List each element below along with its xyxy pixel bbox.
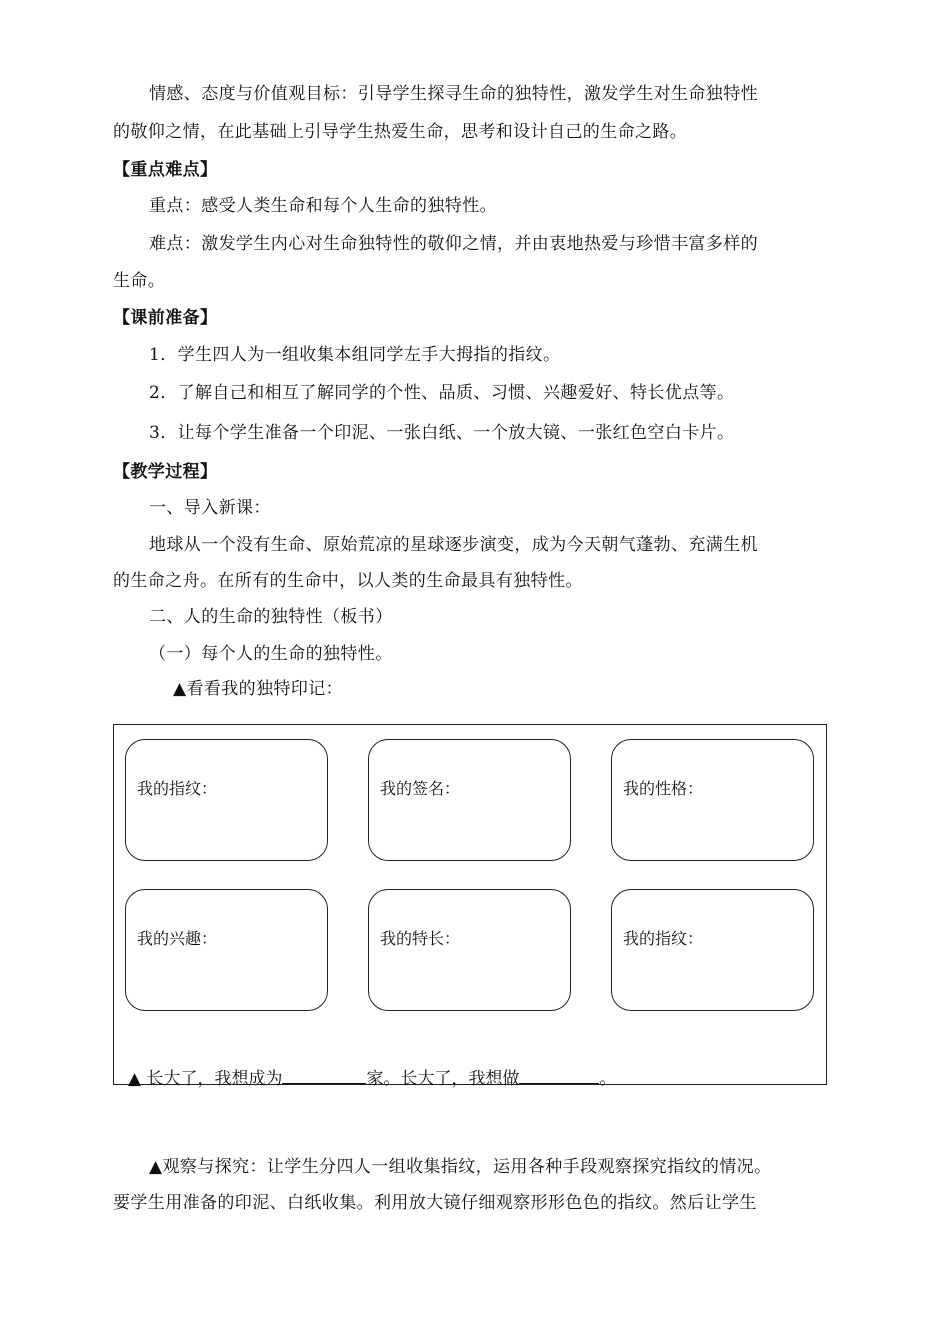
prep-item-3: 3．让每个学生准备一个印泥、一张白纸、一个放大镜、一张红色空白卡片。 [149, 423, 735, 443]
card-interest[interactable] [125, 889, 328, 1011]
card-label: 我的指纹： [623, 929, 704, 948]
wish-blank-2[interactable] [519, 1067, 599, 1084]
observe-line-2: 要学生用准备的印泥、白纸收集。利用放大镜仔细观察形形色色的指纹。然后让学生 [113, 1193, 757, 1213]
prep-item-2: 2．了解自己和相互了解同学的个性、品质、习惯、兴趣爱好、特长优点等。 [149, 383, 735, 403]
card-talent[interactable] [368, 889, 571, 1011]
heading-key-points: 【重点难点】 [113, 160, 218, 180]
key-point: 重点：感受人类生命和每个人生命的独特性。 [149, 196, 497, 216]
card-signature[interactable] [368, 739, 571, 861]
wish-part-2: 家。长大了，我想做 [366, 1069, 520, 1089]
goal-line-1: 情感、态度与价值观目标：引导学生探寻生命的独特性，激发学生对生命独特性 [149, 84, 758, 104]
wish-part-3: 。 [599, 1069, 617, 1089]
goal-line-2: 的敬仰之情，在此基础上引导学生热爱生命，思考和设计自己的生命之路。 [113, 122, 688, 142]
wish-sentence [128, 1064, 616, 1089]
wish-part-1: ▲ 长大了，我想成为 [128, 1069, 283, 1089]
heading-preparation: 【课前准备】 [113, 308, 218, 328]
card-fingerprint[interactable] [125, 739, 328, 861]
card-label: 我的兴趣： [137, 929, 218, 948]
mark-title: ▲看看我的独特印记： [173, 679, 344, 699]
intro-line-2: 的生命之舟。在所有的生命中，以人类的生命最具有独特性。 [113, 571, 583, 591]
sub-section-1: （一）每个人的生命的独特性。 [149, 644, 393, 664]
card-label: 我的特长： [380, 929, 461, 948]
wish-blank-1[interactable] [282, 1067, 366, 1084]
card-label: 我的指纹： [137, 779, 218, 798]
heading-process: 【教学过程】 [113, 462, 218, 482]
card-fingerprint-2[interactable] [611, 889, 814, 1011]
step-2: 二、人的生命的独特性（板书） [149, 607, 393, 627]
prep-item-1: 1．学生四人为一组收集本组同学左手大拇指的指纹。 [149, 345, 561, 365]
unique-mark-worksheet [113, 724, 827, 1089]
observe-line-1: ▲观察与探究：让学生分四人一组收集指纹，运用各种手段观察探究指纹的情况。 [149, 1157, 772, 1177]
intro-line-1: 地球从一个没有生命、原始荒凉的星球逐步演变，成为今天朝气蓬勃、充满生机 [149, 535, 758, 555]
difficulty-line-2: 生命。 [113, 271, 166, 291]
step-1: 一、导入新课： [149, 498, 271, 518]
card-label: 我的性格： [623, 779, 704, 798]
difficulty-line-1: 难点：激发学生内心对生命独特性的敬仰之情，并由衷地热爱与珍惜丰富多样的 [149, 234, 758, 254]
card-label: 我的签名： [380, 779, 461, 798]
card-personality[interactable] [611, 739, 814, 861]
